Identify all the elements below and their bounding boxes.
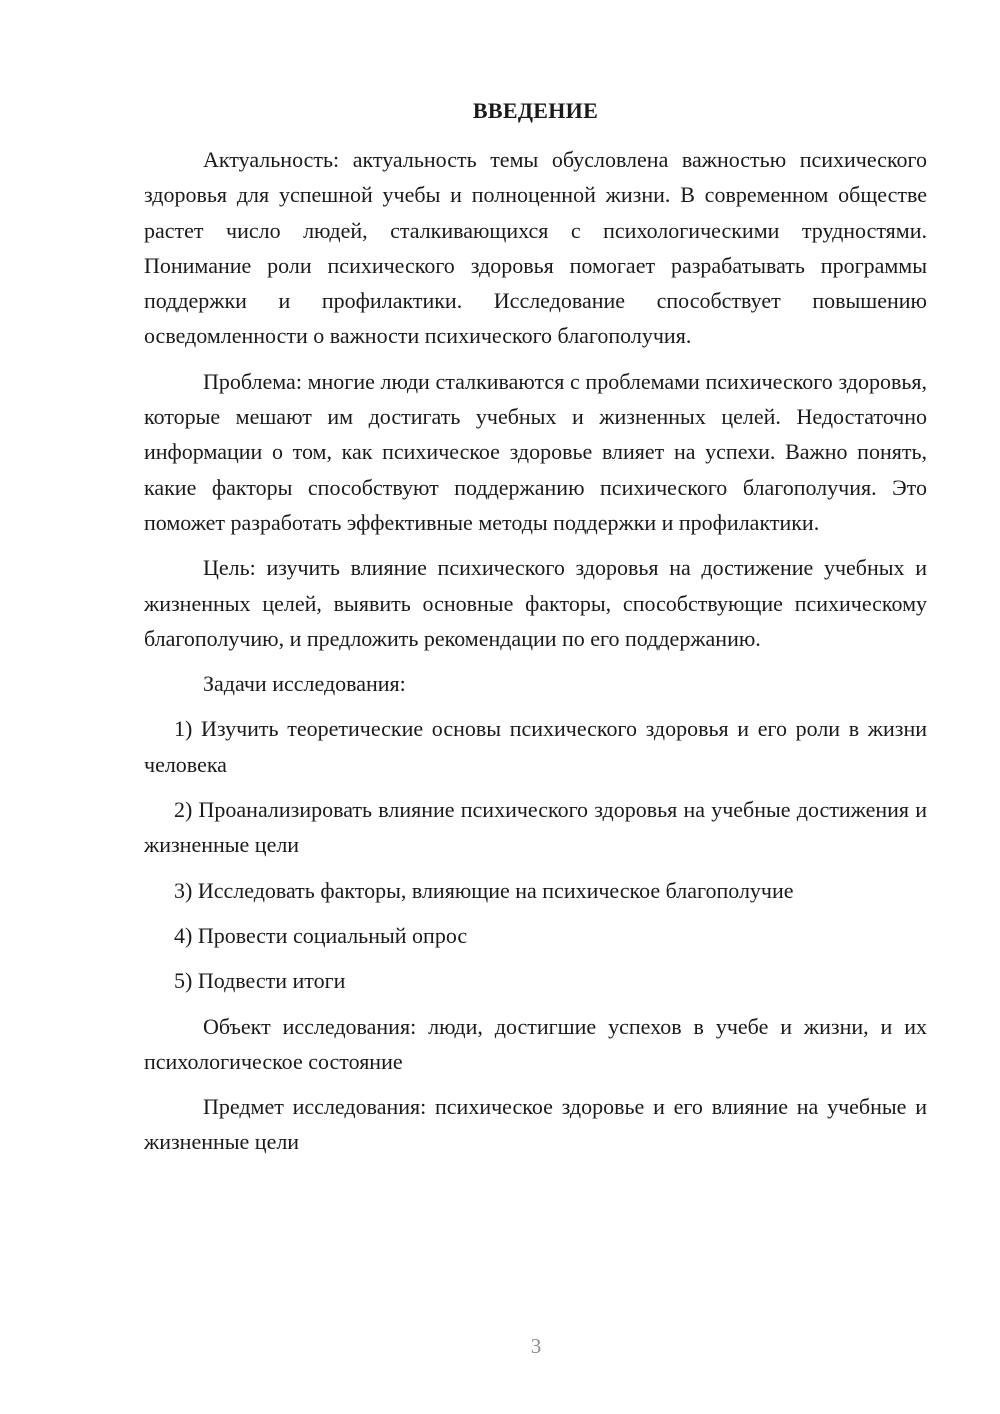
document-page <box>144 96 927 1170</box>
problem-paragraph: Проблема: многие люди сталкиваются с проблемами психического здоровья, которые мешают им достигать учебных и жизненных целей. Недостаточно информации о том, как психическое здоровье влияет на успехи. Важно понять, какие факторы способствуют поддержанию психического благополучия. Это поможет разработать эффективные методы поддержки и профилактики. <box>144 368 927 535</box>
page-number: 3 <box>530 1334 542 1358</box>
object-paragraph: Объект исследования: люди, достигшие успехов в учебе и жизни, и их психологическое состояние <box>144 1013 927 1074</box>
tasks-title: Задачи исследования: <box>203 671 406 697</box>
list-item: 3) Исследовать факторы, влияющие на психическое благополучие <box>174 877 794 903</box>
page-title: ВВЕДЕНИЕ <box>472 98 599 123</box>
list-item: 2) Проанализировать влияние психического здоровья на учебные достижения и жизненные цели <box>144 797 927 858</box>
tasks-list <box>144 711 927 998</box>
subject-paragraph: Предмет исследования: психическое здоровье и его влияние на учебные и жизненные цели <box>144 1094 927 1155</box>
list-item: 4) Провести социальный опрос <box>174 922 468 948</box>
list-item: 1) Изучить теоретические основы психического здоровья и его роли в жизни человека <box>144 716 927 777</box>
relevance-paragraph: Актуальность: актуальность темы обусловлена важностью психического здоровья для успешной учебы и полноценной жизни. В современном обществе растет число людей, сталкивающихся с психологическими трудностями. Понимание роли психического здоровья помогает разрабатывать программы поддержки и профилактики. Исследование способствует повышению осведомленности о важности психического благополучия. <box>144 147 927 349</box>
list-item: 5) Подвести итоги <box>174 968 346 994</box>
goal-paragraph: Цель: изучить влияние психического здоровья на достижение учебных и жизненных целей, выявить основные факторы, способствующие психическому благополучию, и предложить рекомендации по его поддержанию. <box>144 555 927 651</box>
